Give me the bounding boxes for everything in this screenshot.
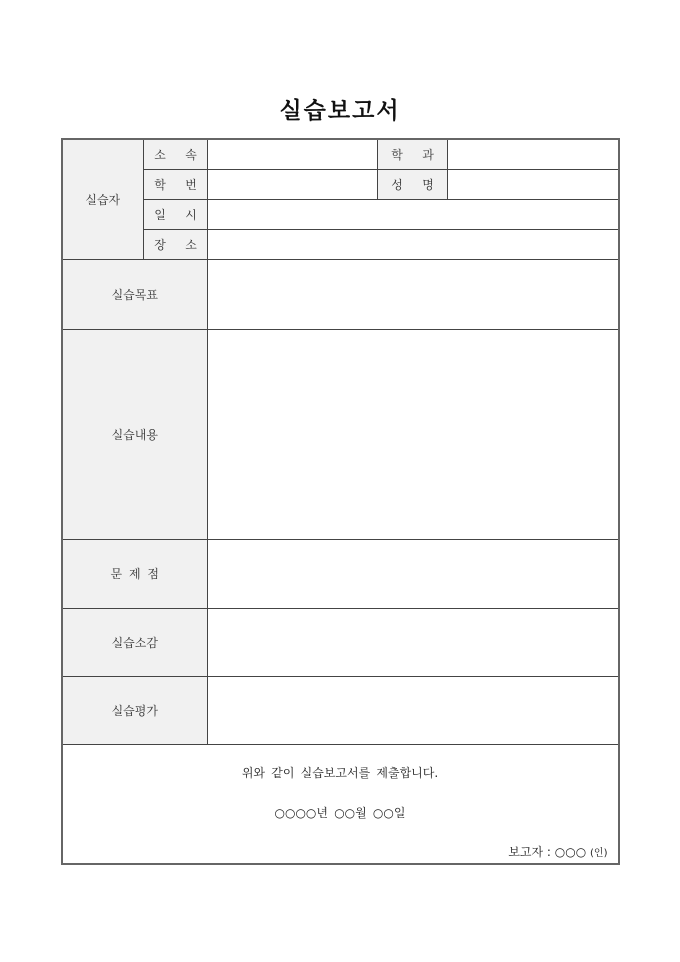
seal-mark: (인) (590, 848, 608, 860)
datetime-label: 일 시 (144, 199, 208, 229)
name-input[interactable] (448, 169, 619, 199)
reporter-name: 보고자 : ○○○ (508, 845, 587, 860)
section-problems-input[interactable] (208, 539, 619, 608)
section-impressions-input[interactable] (208, 608, 619, 676)
table-row (62, 199, 619, 229)
table-row (62, 744, 619, 864)
name-label: 성 명 (378, 169, 448, 199)
page-title: 실습보고서 (279, 98, 401, 124)
submission-date: ○○○○년 ○○월 ○○일 (274, 806, 406, 821)
table-row (62, 169, 619, 199)
section-content-input[interactable] (208, 329, 619, 539)
report-form-table (61, 138, 620, 865)
reporter-line (63, 843, 618, 860)
section-problems-label: 문 제 점 (62, 539, 208, 608)
place-label: 장 소 (144, 229, 208, 259)
footer-cell (62, 744, 619, 864)
table-row (62, 539, 619, 608)
section-goal-label: 실습목표 (62, 259, 208, 329)
table-row (62, 259, 619, 329)
section-impressions-label: 실습소감 (62, 608, 208, 676)
section-content-label: 실습내용 (62, 329, 208, 539)
affiliation-label: 소 속 (144, 139, 208, 169)
affiliation-input[interactable] (208, 139, 378, 169)
table-row (62, 139, 619, 169)
place-input[interactable] (208, 229, 619, 259)
table-row (62, 329, 619, 539)
section-evaluation-label: 실습평가 (62, 676, 208, 744)
student-no-label: 학 번 (144, 169, 208, 199)
section-evaluation-input[interactable] (208, 676, 619, 744)
submission-statement: 위와 같이 실습보고서를 제출합니다. (241, 766, 439, 781)
department-input[interactable] (448, 139, 619, 169)
section-goal-input[interactable] (208, 259, 619, 329)
table-row (62, 608, 619, 676)
table-row (62, 676, 619, 744)
datetime-input[interactable] (208, 199, 619, 229)
department-label: 학 과 (378, 139, 448, 169)
practitioner-group-label: 실습자 (62, 139, 144, 259)
table-row (62, 229, 619, 259)
student-no-input[interactable] (208, 169, 378, 199)
